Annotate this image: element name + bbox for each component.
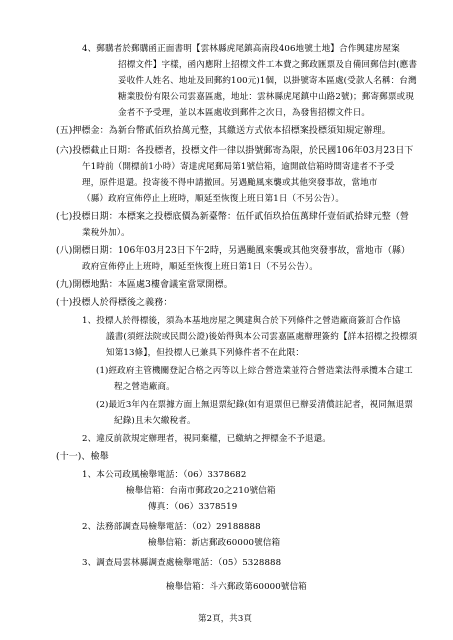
mail-order-item-4-line-5: 金者不予受理，並以本區處收到郵件之次日，為發售招標文件日。 bbox=[118, 108, 371, 118]
section-10-item-2: 2、違反前款規定辦理者，視同棄權，已繳納之押標金不予退還。 bbox=[82, 434, 331, 444]
section-6-deadline-line-4: （縣）政府宣佈停止上班時，順延至恢復上班日第1日（不另公告）。 bbox=[82, 194, 345, 204]
report-company-fax: 傳真：（06）3378519 bbox=[148, 502, 238, 512]
section-9-location: (九)開標地點：本區處3樓會議室當眾開標。 bbox=[56, 280, 233, 290]
section-10-item-1-line-2: 議書(須經法院或民間公證)後始得與本公司雲嘉區處辦理簽約【詳本招標之投標須 bbox=[106, 332, 418, 342]
report-moj-mailbox: 檢舉信箱：新店郵政60000號信箱 bbox=[148, 538, 281, 548]
section-6-deadline-line-1: (六)投標截止日期：各投標者，投標文件一律以掛號郵寄為限，於民國106年03月23日下 bbox=[56, 146, 414, 156]
page-number: 第2頁，共3頁 bbox=[198, 614, 253, 624]
mail-order-item-4-line-1: 4、郵購者於郵購函正面書明【雲林縣虎尾鎮高南段406地號土地】合作興建房屋案 bbox=[82, 44, 400, 54]
section-7-base-price-line-2: 業稅外加）。 bbox=[82, 228, 130, 238]
mail-order-item-4-line-3: 妥收件人姓名、地址及回郵約100元)1個，以掛號寄本區處(受款人名稱：台灣 bbox=[118, 76, 417, 86]
section-5-bid-bond: (五)押標金：為新台幣貳佰玖拾萬元整，其繳送方式依本招標案投標須知規定辦理。 bbox=[56, 126, 391, 136]
section-6-deadline-line-2: 午1時前（開標前1小時）寄達虎尾郵局第1號信箱，逾開啟信箱時間寄達者不予受 bbox=[82, 162, 395, 172]
section-11-heading: (十一)、檢舉 bbox=[56, 452, 109, 462]
condition-1-line-1: (1)經政府主管機關登記合格之丙等以上綜合營造業並符合營造業法得承攬本合建工 bbox=[96, 366, 413, 376]
report-company-phone: 1、本公司政風檢舉電話：（06）3378682 bbox=[82, 470, 247, 480]
mail-order-item-4-line-2: 招標文件】字樣，函內應附上招標文件工本費之郵政匯票及自備回郵信封(應書 bbox=[118, 60, 418, 70]
section-6-deadline-line-3: 理，原件退還。投寄後不得申請撤回。另遇颱風來襲或其他突發事故，當地市 bbox=[82, 178, 378, 188]
report-company-mailbox: 檢舉信箱：台南市郵政20之210號信箱 bbox=[126, 486, 276, 496]
section-8-opening-line-2: 政府宣佈停止上班時，順延至恢復上班日第1日（不另公告）。 bbox=[82, 262, 318, 272]
section-10-item-1-line-1: 1、投標人於得標後，須為本基地房屋之興建與合於下列條件之營造廠商簽訂合作協 bbox=[82, 316, 401, 326]
report-yunlin-phone: 3、調查局雲林縣調查處檢舉電話：（05）5328888 bbox=[82, 558, 282, 568]
condition-2-line-1: (2)最近3年內在票據方面上無退票紀錄(如有退票但已辦妥清償註記者，視同無退票 bbox=[96, 400, 414, 410]
report-yunlin-mailbox: 檢舉信箱：斗六郵政第60000號信箱 bbox=[166, 582, 307, 592]
section-8-opening-line-1: (八)開標日期：106年03月23日下午2時，另遇颱風來襲或其他突發事故，當地市（縣） bbox=[56, 246, 411, 256]
section-10-item-1-line-3: 知第13條】，但投標人已兼具下列條件者不在此限： bbox=[106, 348, 305, 358]
mail-order-item-4-line-4: 糖業股份有限公司雲嘉區處，地址：雲林縣虎尾鎮中山路2號)；郵寄郵票或現 bbox=[118, 92, 414, 102]
condition-1-line-2: 程之營造廠商。 bbox=[114, 382, 175, 392]
report-moj-phone: 2、法務部調查局檢舉電話：（02）29188888 bbox=[82, 522, 261, 532]
section-10-heading: (十)投標人於得標後之義務： bbox=[56, 298, 173, 308]
section-7-base-price-line-1: (七)投標日期：本標案之投標底價為新臺幣：伍仟貳佰玖拾伍萬肆仟壹佰貳拾肆元整（營 bbox=[56, 212, 410, 222]
condition-2-line-2: 紀錄)且未欠繳稅者。 bbox=[114, 416, 196, 426]
